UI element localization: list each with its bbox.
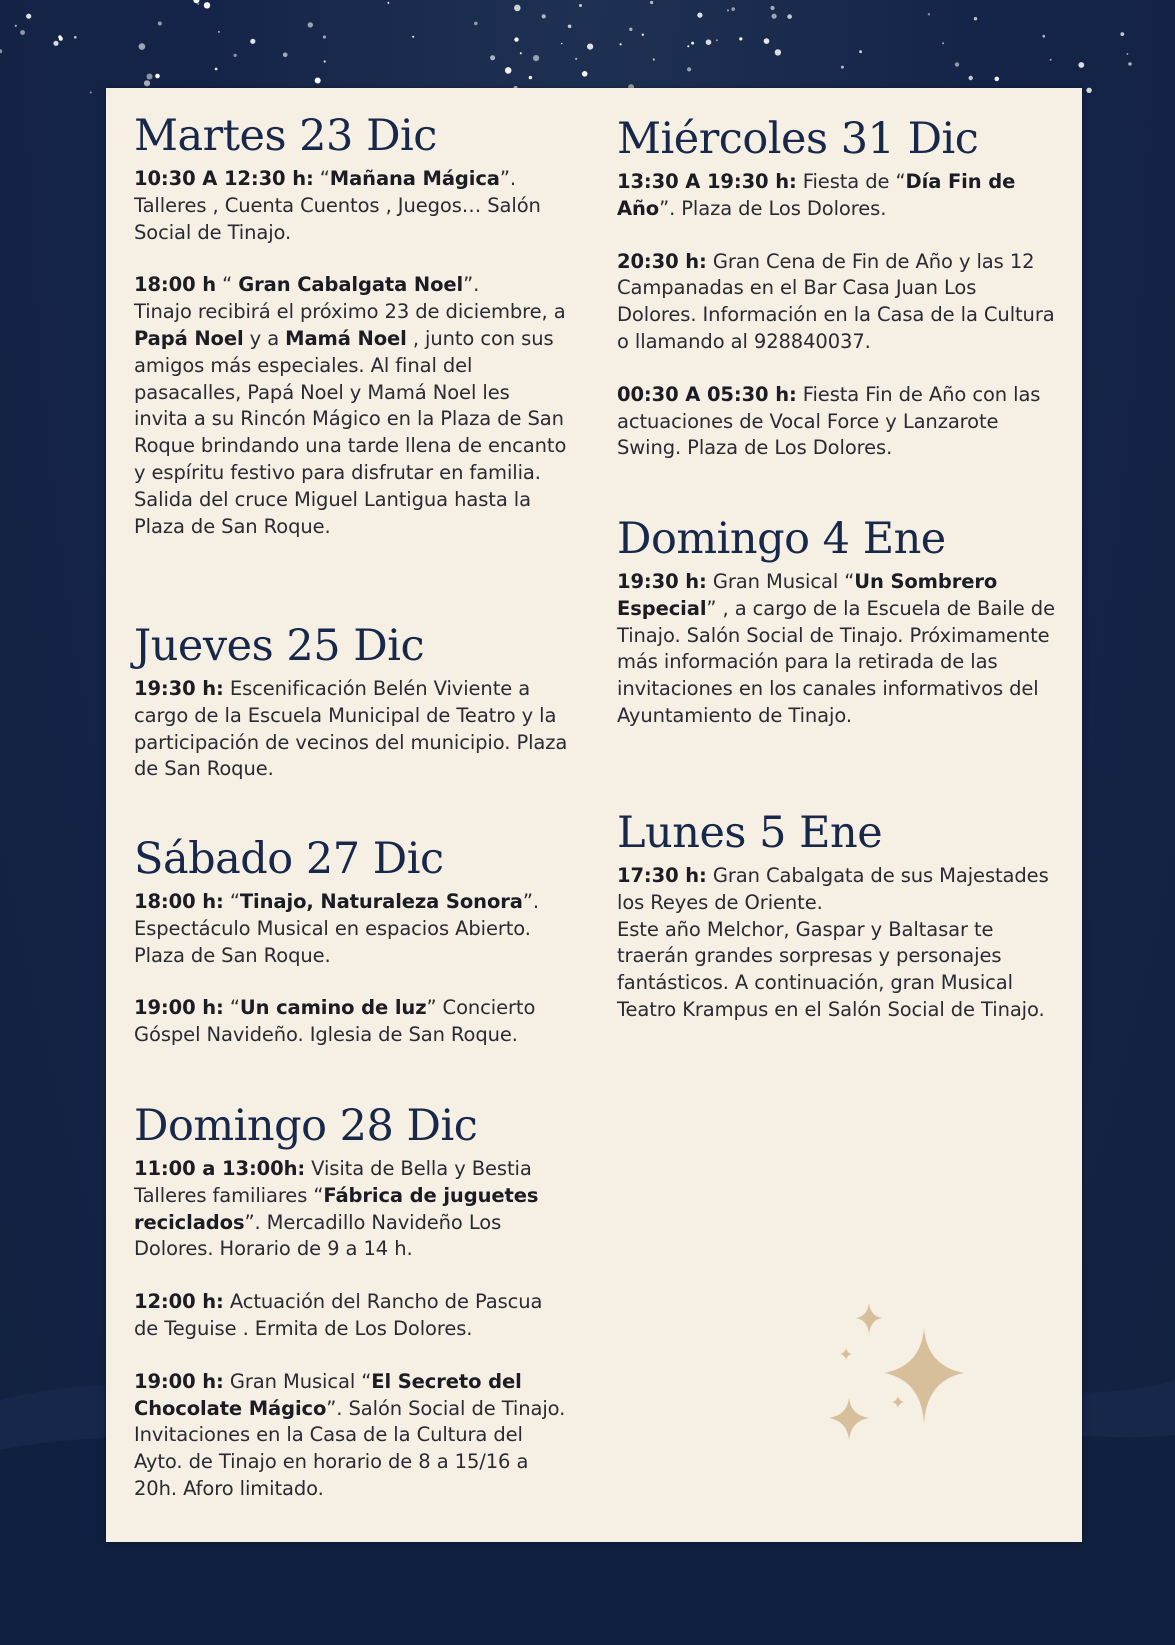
day-miercoles-31 bbox=[617, 113, 1057, 488]
star-dot bbox=[974, 17, 977, 20]
star-dot bbox=[575, 58, 577, 60]
star-dot bbox=[731, 7, 735, 11]
event-entry: 19:30 h: Escenificación Belén Viviente a cargo de la Escuela Municipal de Teatro y la participación de vecinos del municipio. Plaza de San Roque. bbox=[134, 677, 568, 781]
star-dot bbox=[582, 71, 588, 77]
event-entry: 18:00 h: “Tinajo, Naturaleza Sonora”. Espectáculo Musical en espacios Abierto. Plaza de San Roque. bbox=[134, 890, 539, 967]
star-dot bbox=[234, 54, 237, 57]
star-dot bbox=[1050, 59, 1052, 61]
star-dot bbox=[697, 13, 702, 18]
day-heading: Miércoles 31 Dic bbox=[617, 114, 979, 164]
day-heading: Jueves 25 Dic bbox=[134, 621, 425, 671]
star-dot bbox=[859, 50, 862, 53]
star-dot bbox=[955, 62, 959, 66]
star-dot bbox=[716, 39, 718, 41]
star-dot bbox=[772, 14, 777, 19]
sparkle-stars-icon bbox=[824, 1298, 1004, 1448]
day-heading: Domingo 28 Dic bbox=[134, 1101, 478, 1151]
event-entry: 19:30 h: Gran Musical “Un Sombrero Especial” , a cargo de la Escuela de Baile de Tinajo. Salón Social de Tinajo. Próximamente más información para la retirada de las invitaciones en los canales informativos del Ayuntamiento de Tinajo. bbox=[617, 570, 1055, 727]
star-dot bbox=[1127, 53, 1129, 55]
event-entry: 00:30 A 05:30 h: Fiesta Fin de Año con las actuaciones de Vocal Force y Lanzarote Swing. Plaza de Los Dolores. bbox=[617, 382, 1041, 460]
star-dot bbox=[412, 36, 414, 38]
day-heading: Domingo 4 Ene bbox=[617, 514, 946, 564]
star-dot bbox=[147, 74, 153, 80]
star-dot bbox=[629, 28, 632, 31]
star-dot bbox=[15, 25, 17, 27]
star-dot bbox=[514, 5, 521, 12]
star-dot bbox=[739, 37, 742, 40]
star-dot bbox=[53, 41, 58, 46]
day-domingo-4 bbox=[617, 513, 1057, 756]
event-entry: 13:30 A 19:30 h: Fiesta de “Día Fin de Año”. Plaza de Los Dolores. bbox=[617, 170, 1016, 220]
star-dot bbox=[215, 68, 218, 71]
star-dot bbox=[139, 43, 146, 50]
event-entry: 10:30 A 12:30 h: “Mañana Mágica”. Talleres , Cuenta Cuentos , Juegos… Salón Social de Tinajo. bbox=[134, 167, 541, 244]
event-entry: 11:00 a 13:00h: Visita de Bella y Bestia Talleres familiares “Fábrica de juguetes reciclados”. Mercadillo Navideño Los Dolores. Horario de 9 a 14 h. bbox=[134, 1157, 539, 1261]
event-entry: 12:00 h: Actuación del Rancho de Pascua de Teguise . Ermita de Los Dolores. bbox=[134, 1290, 543, 1340]
star-dot bbox=[90, 92, 92, 94]
star-dot bbox=[568, 25, 572, 29]
star-dot bbox=[474, 22, 478, 26]
star-dot bbox=[687, 45, 689, 47]
star-dot bbox=[308, 22, 313, 27]
day-heading: Sábado 27 Dic bbox=[134, 834, 444, 884]
star-dot bbox=[144, 80, 150, 86]
star-dot bbox=[706, 39, 712, 45]
star-dot bbox=[283, 53, 288, 58]
star-dot bbox=[520, 52, 522, 54]
star-dot bbox=[74, 36, 77, 39]
star-dot bbox=[155, 74, 160, 79]
event-entry: 20:30 h: Gran Cena de Fin de Año y las 12 Campanadas en el Bar Casa Juan Los Dolores. Información en la Casa de la Cultura o llamando al 928840037. bbox=[617, 249, 1055, 353]
star-dot bbox=[0, 49, 2, 53]
star-dot bbox=[969, 76, 973, 80]
event-entry: 18:00 h “ Gran Cabalgata Noel”. Tinajo recibirá el próximo 23 de diciembre, a Papá Noel y a Mamá Noel , junto con sus amigos más especiales. Al final del pasacalles, Papá Noel y Mamá Noel les invita a su Rincón Mágico en la Plaza de San Roque brindando una tarde llena de encanto y espíritu festivo para disfrutar en familia. Salida del cruce Miguel Lantigua hasta la Plaza de San Roque. bbox=[134, 273, 567, 538]
day-sabado-27 bbox=[134, 833, 569, 1075]
day-lunes-5 bbox=[617, 807, 1057, 1050]
star-dot bbox=[620, 43, 622, 45]
star-dot bbox=[324, 60, 326, 62]
star-dot bbox=[529, 76, 532, 79]
day-jueves-25 bbox=[134, 620, 569, 809]
star-dot bbox=[787, 14, 792, 19]
star-dot bbox=[770, 6, 774, 10]
day-heading: Martes 23 Dic bbox=[134, 111, 437, 161]
star-dot bbox=[579, 4, 582, 7]
star-dot bbox=[1128, 62, 1131, 65]
star-dot bbox=[687, 67, 691, 71]
star-dot bbox=[533, 55, 539, 61]
star-dot bbox=[20, 30, 25, 35]
star-dot bbox=[775, 49, 781, 55]
event-entry: 17:30 h: Gran Cabalgata de sus Majestades los Reyes de Oriente. Este año Melchor, Gaspar y Baltasar te traerán grandes sorpresas y personajes fantásticos. A continuación, gran Musical Teatro Krampus en el Salón Social de Tinajo. bbox=[617, 864, 1049, 1021]
star-dot bbox=[653, 58, 655, 60]
star-dot bbox=[764, 38, 770, 44]
star-dot bbox=[928, 13, 930, 15]
star-dot bbox=[387, 2, 389, 4]
star-dot bbox=[193, 0, 199, 3]
star-dot bbox=[561, 43, 563, 45]
star-dot bbox=[841, 66, 844, 69]
star-dot bbox=[995, 77, 1000, 82]
event-entry: 19:00 h: Gran Musical “El Secreto del Chocolate Mágico”. Salón Social de Tinajo. Invitaciones en la Casa de la Cultura del Ayto. de Tinajo en horario de 8 a 15/16 a 20h. Aforo limitado. bbox=[134, 1369, 566, 1500]
star-dot bbox=[642, 34, 644, 36]
star-dot bbox=[58, 35, 61, 38]
star-dot bbox=[158, 22, 162, 26]
star-dot bbox=[323, 35, 326, 38]
day-heading: Lunes 5 Ene bbox=[617, 808, 883, 858]
star-dot bbox=[218, 31, 220, 33]
star-dot bbox=[490, 55, 495, 60]
star-dot bbox=[650, 1, 653, 4]
star-dot bbox=[727, 9, 729, 11]
star-dot bbox=[505, 67, 512, 74]
star-dot bbox=[197, 3, 199, 5]
star-dot bbox=[942, 42, 944, 44]
star-dot bbox=[26, 14, 31, 19]
day-domingo-28 bbox=[134, 1100, 569, 1529]
star-dot bbox=[1078, 62, 1084, 68]
star-dot bbox=[587, 44, 593, 50]
star-dot bbox=[204, 2, 210, 8]
star-dot bbox=[514, 37, 518, 41]
star-dot bbox=[315, 78, 321, 84]
day-martes-23 bbox=[134, 110, 569, 566]
star-dot bbox=[691, 42, 694, 45]
star-dot bbox=[542, 14, 546, 18]
star-dot bbox=[1120, 32, 1124, 36]
event-entry: 19:00 h: “Un camino de luz” Concierto Góspel Navideño. Iglesia de San Roque. bbox=[134, 996, 536, 1047]
program-card bbox=[106, 88, 1082, 1542]
star-dot bbox=[1086, 88, 1091, 93]
star-dot bbox=[1042, 35, 1045, 38]
star-dot bbox=[250, 39, 255, 44]
